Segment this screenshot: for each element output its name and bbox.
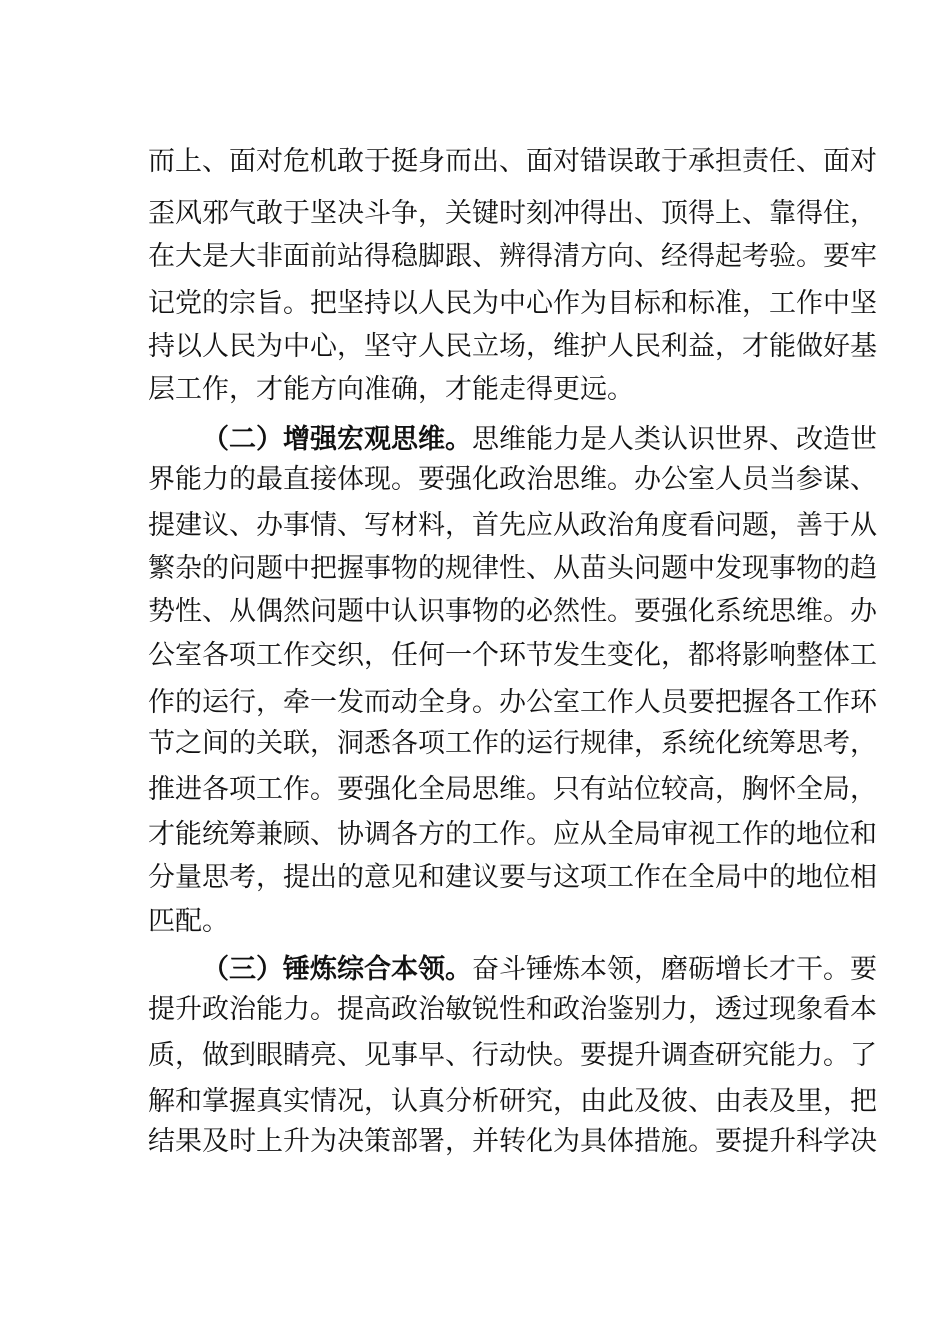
text-line: 匹配。	[148, 906, 229, 937]
text-line: 推进各项工作。要强化全局思维。只有站位较高，胸怀全局，	[148, 774, 877, 805]
text-line: 结果及时上升为决策部署，并转化为具体措施。要提升科学决	[148, 1126, 877, 1157]
text-line: 记党的宗旨。把坚持以人民为中心作为目标和标准，工作中坚	[148, 288, 877, 319]
text-line: 层工作，才能方向准确，才能走得更远。	[148, 374, 634, 405]
text-line: 节之间的关联，洞悉各项工作的运行规律，系统化统筹思考，	[148, 728, 877, 759]
paragraph-first-line	[202, 948, 877, 992]
text-line: 公室各项工作交织，任何一个环节发生变化，都将影响整体工	[148, 640, 877, 671]
text-line: 持以人民为中心，坚守人民立场，维护人民利益，才能做好基	[148, 331, 877, 362]
text-line: 繁杂的问题中把握事物的规律性、从苗头问题中发现事物的趋	[148, 553, 877, 584]
text-line: 质，做到眼睛亮、见事早、行动快。要提升调查研究能力。了	[148, 1040, 877, 1071]
text-line: 作的运行，牵一发而动全身。办公室工作人员要把握各工作环	[148, 687, 877, 718]
text-line: 解和掌握真实情况，认真分析研究，由此及彼、由表及里，把	[148, 1086, 877, 1117]
text-run: 奋斗锤炼本领，磨砺增长才干。要	[472, 954, 877, 985]
text-line: 而上、面对危机敢于挺身而出、面对错误敢于承担责任、面对	[148, 146, 877, 177]
text-line: 在大是大非面前站得稳脚跟、辨得清方向、经得起考验。要牢	[148, 241, 877, 272]
text-line: 势性、从偶然问题中认识事物的必然性。要强化系统思维。办	[148, 596, 877, 627]
text-line: 才能统筹兼顾、协调各方的工作。应从全局审视工作的地位和	[148, 819, 877, 850]
text-line: 提升政治能力。提高政治敏锐性和政治鉴别力，透过现象看本	[148, 994, 877, 1025]
text-line: 分量思考，提出的意见和建议要与这项工作在全局中的地位相	[148, 862, 877, 893]
text-run: 思维能力是人类认识世界、改造世	[472, 424, 877, 455]
text-line: 界能力的最直接体现。要强化政治思维。办公室人员当参谋、	[148, 464, 877, 495]
paragraph-first-line	[202, 418, 877, 462]
section-heading: （二）增强宏观思维。	[202, 424, 472, 455]
section-heading: （三）锤炼综合本领。	[202, 954, 472, 985]
text-line: 提建议、办事情、写材料，首先应从政治角度看问题，善于从	[148, 510, 877, 541]
text-line: 歪风邪气敢于坚决斗争，关键时刻冲得出、顶得上、靠得住，	[148, 198, 877, 229]
